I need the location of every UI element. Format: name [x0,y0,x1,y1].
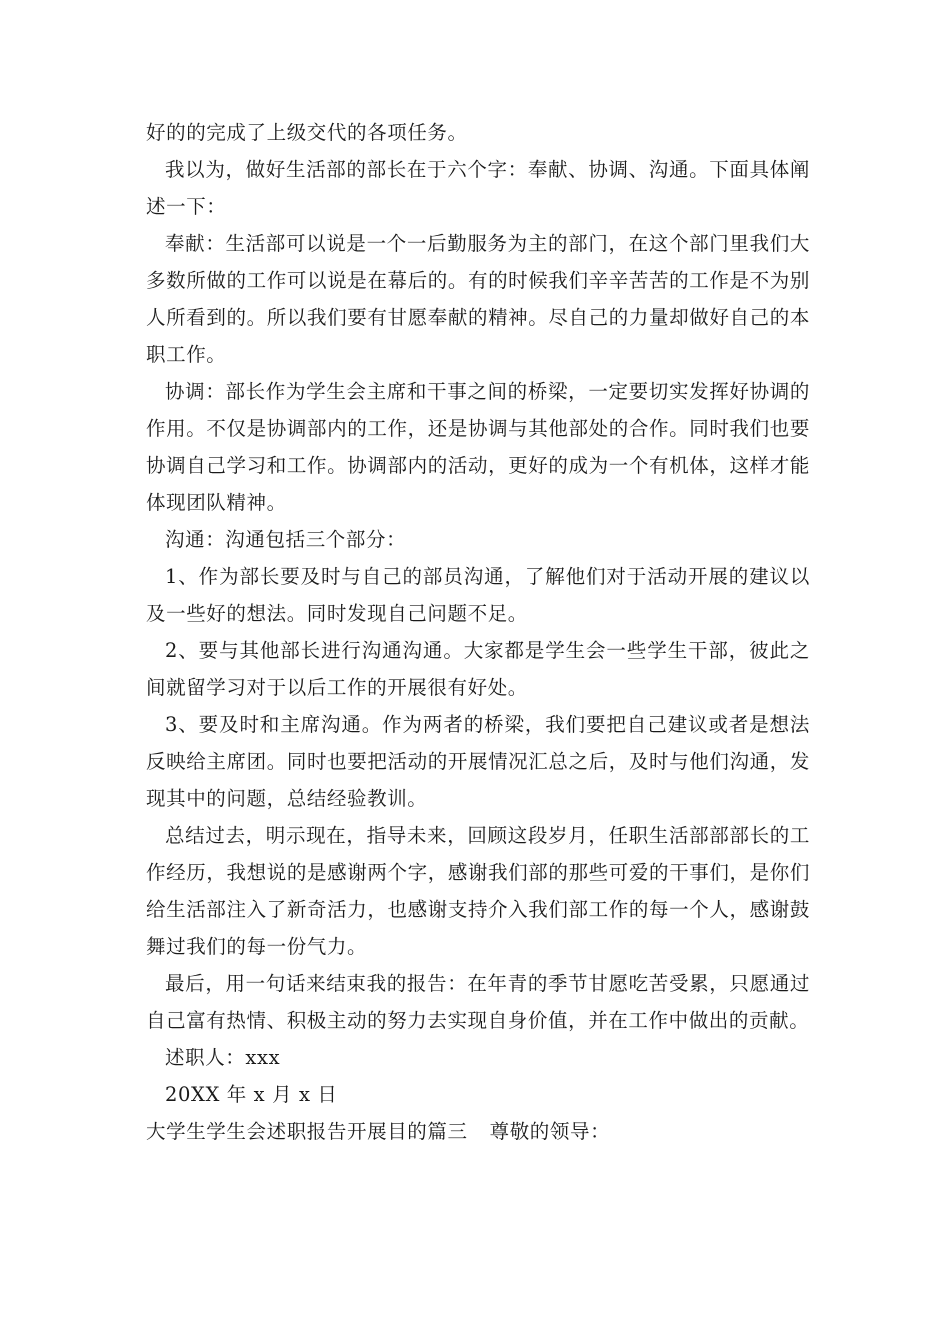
paragraph-communication: 沟通：沟通包括三个部分： [165,528,407,551]
next-section-title: 大学生学生会述职报告开展目的篇三 [146,1120,468,1143]
paragraph-summary: 总结过去，明示现在，指导未来，回顾这段岁月，任职生活部部部长的工作经历，我想说的是感谢两个字，感谢我们部的那些可爱的干事们，是你们给生活部注入了新奇活力，也感谢支持介入我们部工作的每一个人，感谢鼓舞过我们的每一份气力。 [146,824,810,958]
paragraph-item-1: 1、作为部长要及时与自己的部员沟通，了解他们对于活动开展的建议以及一些好的想法。同时发现自己问题不足。 [146,565,810,625]
paragraph-dedication: 奉献：生活部可以说是一个一后勤服务为主的部门，在这个部门里我们大多数所做的工作可以说是在幕后的。有的时候我们辛辛苦苦的工作是不为别人所看到的。所以我们要有甘愿奉献的精神。尽自己的力量却做好自己的本职工作。 [146,232,810,366]
paragraph-item-2: 2、要与其他部长进行沟通沟通。大家都是学生会一些学生干部，彼此之间就留学习对于以后工作的开展很有好处。 [146,639,810,699]
signature-date: 20XX 年 x 月 x 日 [165,1083,338,1106]
paragraph-intro: 我以为，做好生活部的部长在于六个字：奉献、协调、沟通。下面具体阐述一下： [146,158,810,218]
next-section-line [146,1113,810,1150]
paragraph-item-3: 3、要及时和主席沟通。作为两者的桥梁，我们要把自己建议或者是想法反映给主席团。同时也要把活动的开展情况汇总之后，及时与他们沟通，发现其中的问题，总结经验教训。 [146,713,810,810]
paragraph-coordination: 协调：部长作为学生会主席和干事之间的桥梁，一定要切实发挥好协调的作用。不仅是协调部内的工作，还是协调与其他部处的合作。同时我们也要协调自己学习和工作。协调部内的活动，更好的成为一个有机体，这样才能体现团队精神。 [146,380,810,514]
paragraph-continuation: 好的的完成了上级交代的各项任务。 [146,121,468,144]
next-section-salutation: 尊敬的领导： [489,1120,611,1143]
paragraph-closing: 最后，用一句话来结束我的报告：在年青的季节甘愿吃苦受累，只愿通过自己富有热情、积极主动的努力去实现自身价值，并在工作中做出的贡献。 [146,972,810,1032]
document-body [146,114,810,1150]
signature-name: 述职人：xxx [165,1046,281,1069]
